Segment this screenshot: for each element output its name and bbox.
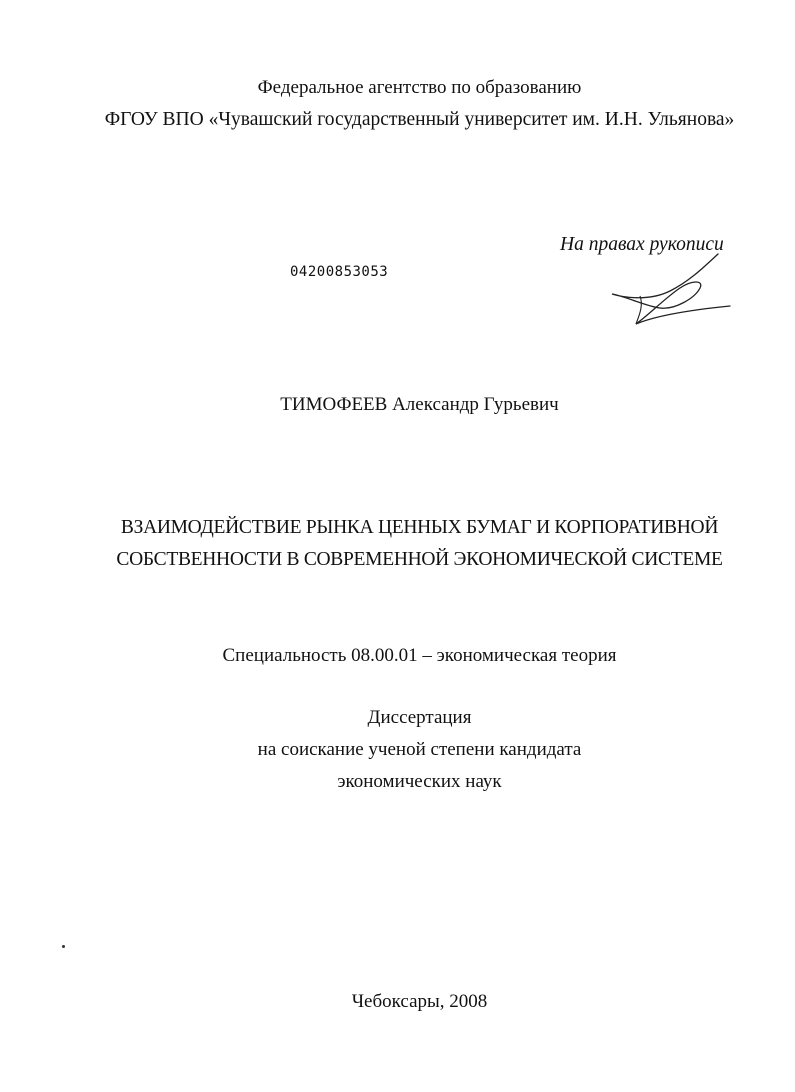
city-year: Чебоксары, 2008: [351, 991, 488, 1012]
degree-line-1: Диссертация: [367, 707, 472, 728]
dissertation-title-line-1: ВЗАИМОДЕЙСТВИЕ РЫНКА ЦЕННЫХ БУМАГ И КОРПОРАТИВНОЙ: [120, 517, 719, 538]
specialty: Специальность 08.00.01 – экономическая теория: [222, 645, 617, 666]
registry-number: 04200853053: [290, 264, 389, 280]
agency-name: Федеральное агентство по образованию: [257, 77, 582, 98]
university-name: ФГОУ ВПО «Чувашский государственный университет им. И.Н. Ульянова»: [104, 109, 735, 130]
degree-line-3: экономических наук: [337, 771, 502, 792]
manuscript-note: На правах рукописи: [560, 234, 724, 255]
author-name: ТИМОФЕЕВ Александр Гурьевич: [280, 394, 559, 415]
scan-speck: [62, 945, 65, 948]
signature-icon: [600, 236, 750, 336]
degree-line-2: на соискание ученой степени кандидата: [257, 739, 582, 760]
dissertation-title-line-2: СОБСТВЕННОСТИ В СОВРЕМЕННОЙ ЭКОНОМИЧЕСКОЙ СИСТЕМЕ: [116, 549, 723, 570]
